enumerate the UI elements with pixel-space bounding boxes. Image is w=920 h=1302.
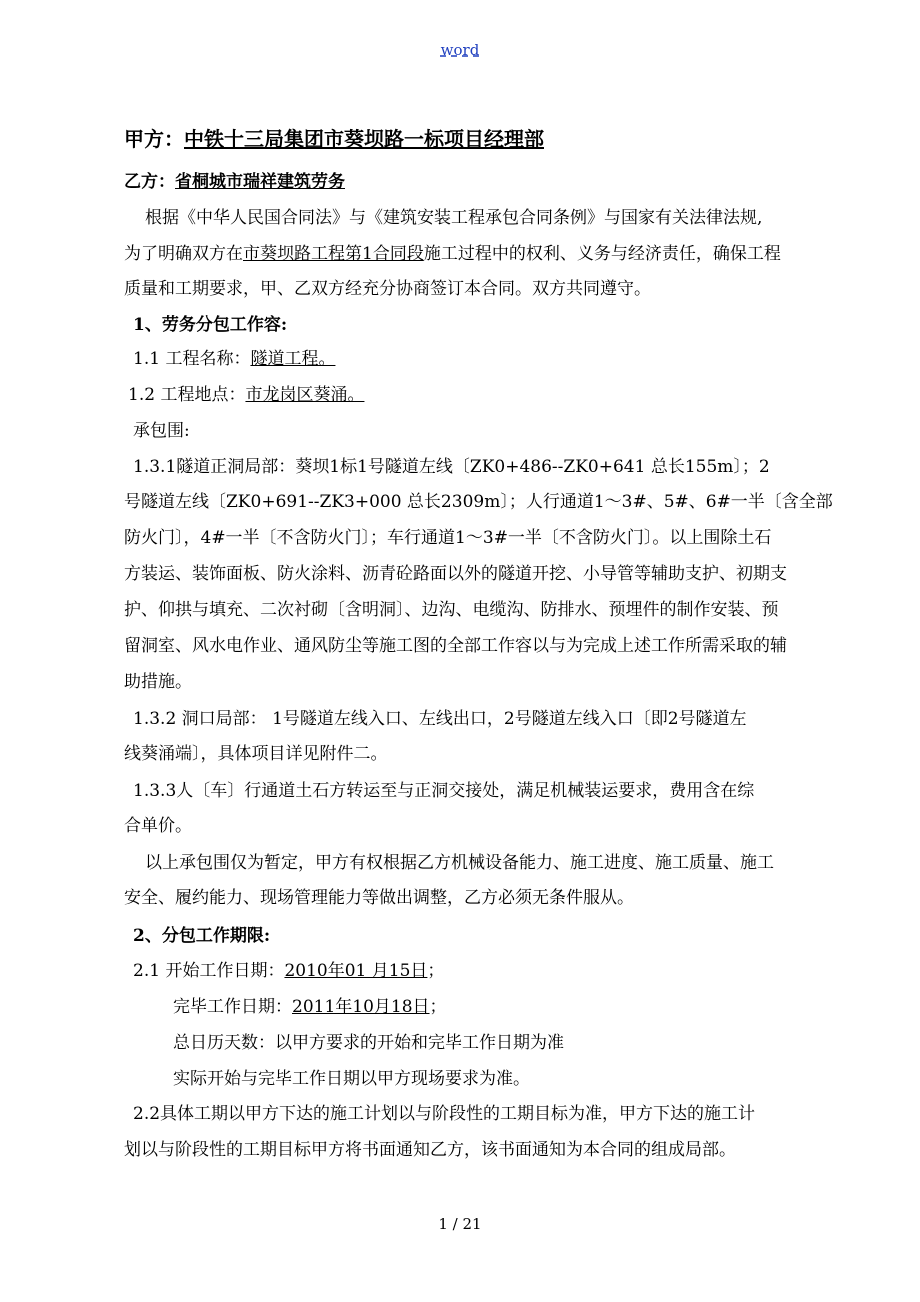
s1-3-label: 承包围: [133, 421, 190, 441]
end-date-value: 2011年10月18日 [292, 997, 430, 1017]
intro-line-2 [124, 243, 781, 265]
p131-line-5: 护、仰拱与填充、二次衬砌〔含明洞〕、边沟、电缆沟、防排水、预埋件的制作安装、预 [124, 600, 779, 620]
start-date-value: 2010年01 月15日 [284, 961, 428, 981]
s1-2-label: 1.2 工程地点： [128, 385, 246, 405]
s1-2-value: 市龙岗区葵涌。 [245, 385, 365, 405]
section1-title: 1、劳务分包工作容: [133, 315, 288, 335]
p133-line-2: 合单价。 [124, 816, 192, 836]
p131-line-4: 方装运、装饰面板、防火涂料、沥青砼路面以外的隧道开挖、小导管等辅助支护、初期支 [124, 564, 787, 584]
intro-line-2-post: 施工过程中的权利、义务与经济责任，确保工程 [423, 244, 781, 264]
end-date-suffix: ； [429, 997, 447, 1017]
p131-line-6: 留洞室、风水电作业、通风防尘等施工图的全部工作容以与为完成上述工作所需采取的辅 [124, 636, 787, 656]
intro-line-1: 根据《中华人民国合同法》与《建筑安装工程承包合同条例》与国家有关法律法规, [145, 208, 763, 228]
start-date-label: 2.1 开始工作日期： [133, 961, 285, 981]
start-date-suffix: ； [427, 961, 445, 981]
total-days: 总日历天数：以甲方要求的开始和完毕工作日期为准 [173, 1033, 564, 1053]
page-number: 1 / 21 [438, 1215, 482, 1233]
party-b-name: 省桐城市瑞祥建筑劳务 [175, 172, 345, 192]
party-a-label: 甲方： [124, 127, 184, 151]
note-line-2: 安全、履约能力、现场管理能力等做出调整，乙方必须无条件服从。 [124, 888, 634, 908]
party-a-name: 中铁十三局集团市葵坝路一标项目经理部 [184, 127, 544, 151]
p132-line-2: 线葵涌端〕，具体项目详见附件二。 [124, 744, 388, 764]
s1-1-value: 隧道工程。 [250, 349, 336, 369]
end-date-line [173, 996, 447, 1018]
p131-line-1: 1.3.1隧道正洞局部：葵坝1标1号隧道左线〔ZK0+486--ZK0+641 总长155m〕；2 [133, 457, 770, 477]
section2-title: 2、分包工作期限: [133, 926, 271, 946]
actual-dates: 实际开始与完毕工作日期以甲方现场要求为准。 [173, 1069, 530, 1089]
party-b-line [124, 171, 345, 193]
s1-1-line [133, 348, 335, 370]
p131-line-3: 防火门〕，4#一半〔不含防火门〕；车行通道1～3#一半〔不含防火门〕。以上围除土石 [124, 528, 772, 548]
p22-line-2: 划以与阶段性的工期目标甲方将书面通知乙方，该书面通知为本合同的组成局部。 [124, 1140, 736, 1160]
p132-line-1: 1.3.2 洞口局部： 1号隧道左线入口、左线出口，2号隧道左线入口〔即2号隧道左 [133, 709, 747, 729]
p22-line-1: 2.2具体工期以甲方下达的施工计划以与阶段性的工期目标为准，甲方下达的施工计 [133, 1104, 756, 1124]
project-name: 市葵坝路工程第1合同段 [243, 244, 424, 264]
header-word-link[interactable]: word [440, 41, 480, 59]
s1-1-label: 1.1 工程名称： [133, 349, 251, 369]
p131-line-7: 助措施。 [124, 672, 192, 692]
party-b-label: 乙方： [124, 172, 175, 192]
note-line-1: 以上承包围仅为暂定，甲方有权根据乙方机械设备能力、施工进度、施工质量、施工 [145, 853, 774, 873]
p133-line-1: 1.3.3人〔车〕行通道土石方转运至与正洞交接处，满足机械装运要求，费用含在综 [133, 781, 755, 801]
end-date-label: 完毕工作日期： [173, 997, 292, 1017]
s1-2-line [128, 384, 364, 406]
intro-line-3: 质量和工期要求，甲、乙双方经充分协商签订本合同。双方共同遵守。 [124, 279, 651, 299]
party-a-line [124, 128, 544, 150]
p131-line-2: 号隧道左线〔ZK0+691--ZK3+000 总长2309m〕；人行通道1～3#、5#、6#一半〔含全部 [124, 492, 833, 512]
start-date-line [133, 960, 444, 982]
intro-line-2-pre: 为了明确双方在 [124, 244, 243, 264]
